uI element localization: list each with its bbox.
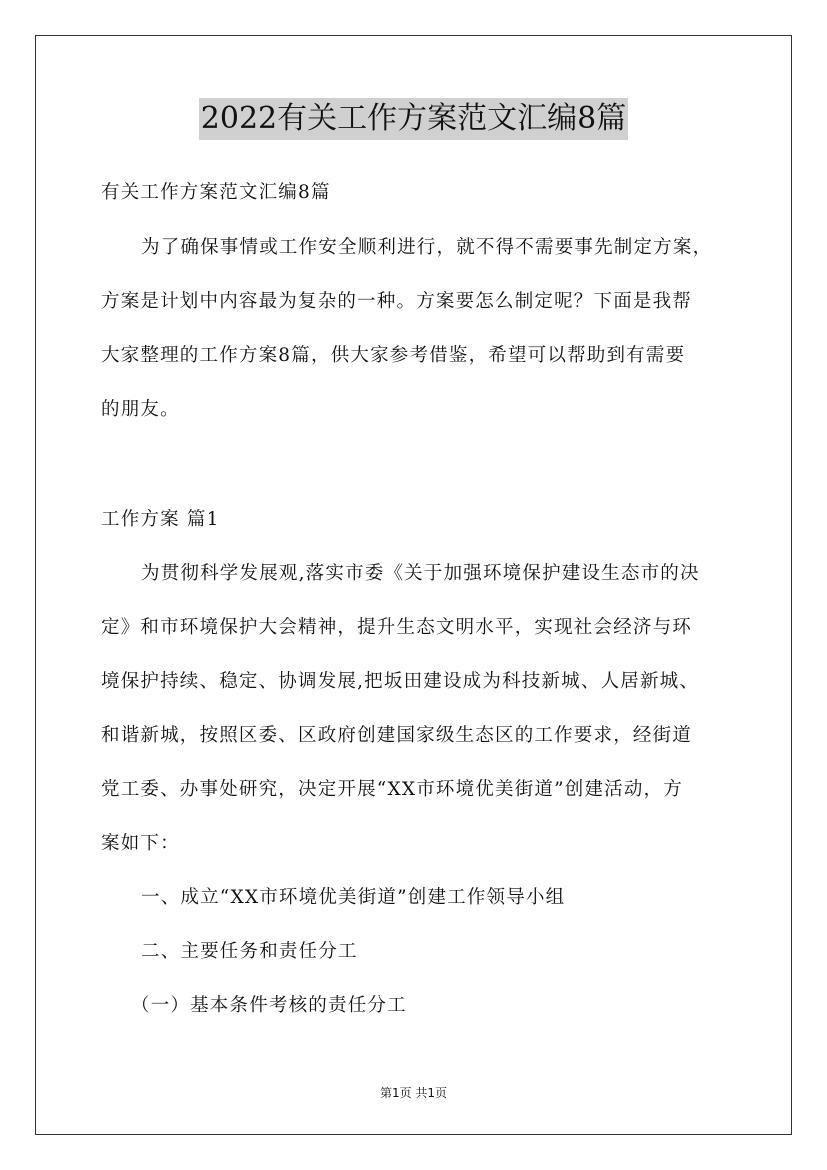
- list-item: 一、成立“XX市环境优美街道”创建工作领导小组: [141, 887, 566, 908]
- page-footer: 第1页 共1页: [379, 1086, 448, 1100]
- intro-line: 的朋友。: [101, 399, 180, 420]
- document-title: 2022有关工作方案范文汇编8篇: [199, 98, 628, 140]
- document-subtitle: 有关工作方案范文汇编8篇: [101, 182, 331, 203]
- intro-line: 为了确保事情或工作安全顺利进行，就不得不需要事先制定方案，: [141, 237, 713, 258]
- section-line: 和谐新城，按照区委、区政府创建国家级生态区的工作要求，经街道: [101, 725, 693, 746]
- section-line: 案如下：: [101, 833, 180, 854]
- list-item: （一）基本条件考核的责任分工: [131, 995, 407, 1016]
- section-line: 为贯彻科学发展观,落实市委《关于加强环境保护建设生态市的决: [141, 563, 700, 584]
- section-line: 党工委、办事处研究，决定开展“XX市环境优美街道”创建活动，方: [101, 779, 683, 800]
- section-heading: 工作方案 篇1: [101, 509, 220, 530]
- title-container: [0, 98, 827, 140]
- intro-line: 大家整理的工作方案8篇，供大家参考借鉴，希望可以帮助到有需要: [101, 345, 686, 366]
- section-line: 定》和市环境保护大会精神，提升生态文明水平，实现社会经济与环: [101, 617, 693, 638]
- section-line: 境保护持续、稳定、协调发展,把坂田建设成为科技新城、人居新城、: [101, 671, 700, 692]
- intro-line: 方案是计划中内容最为复杂的一种。方案要怎么制定呢？下面是我帮: [101, 291, 693, 312]
- list-item: 二、主要任务和责任分工: [141, 941, 358, 962]
